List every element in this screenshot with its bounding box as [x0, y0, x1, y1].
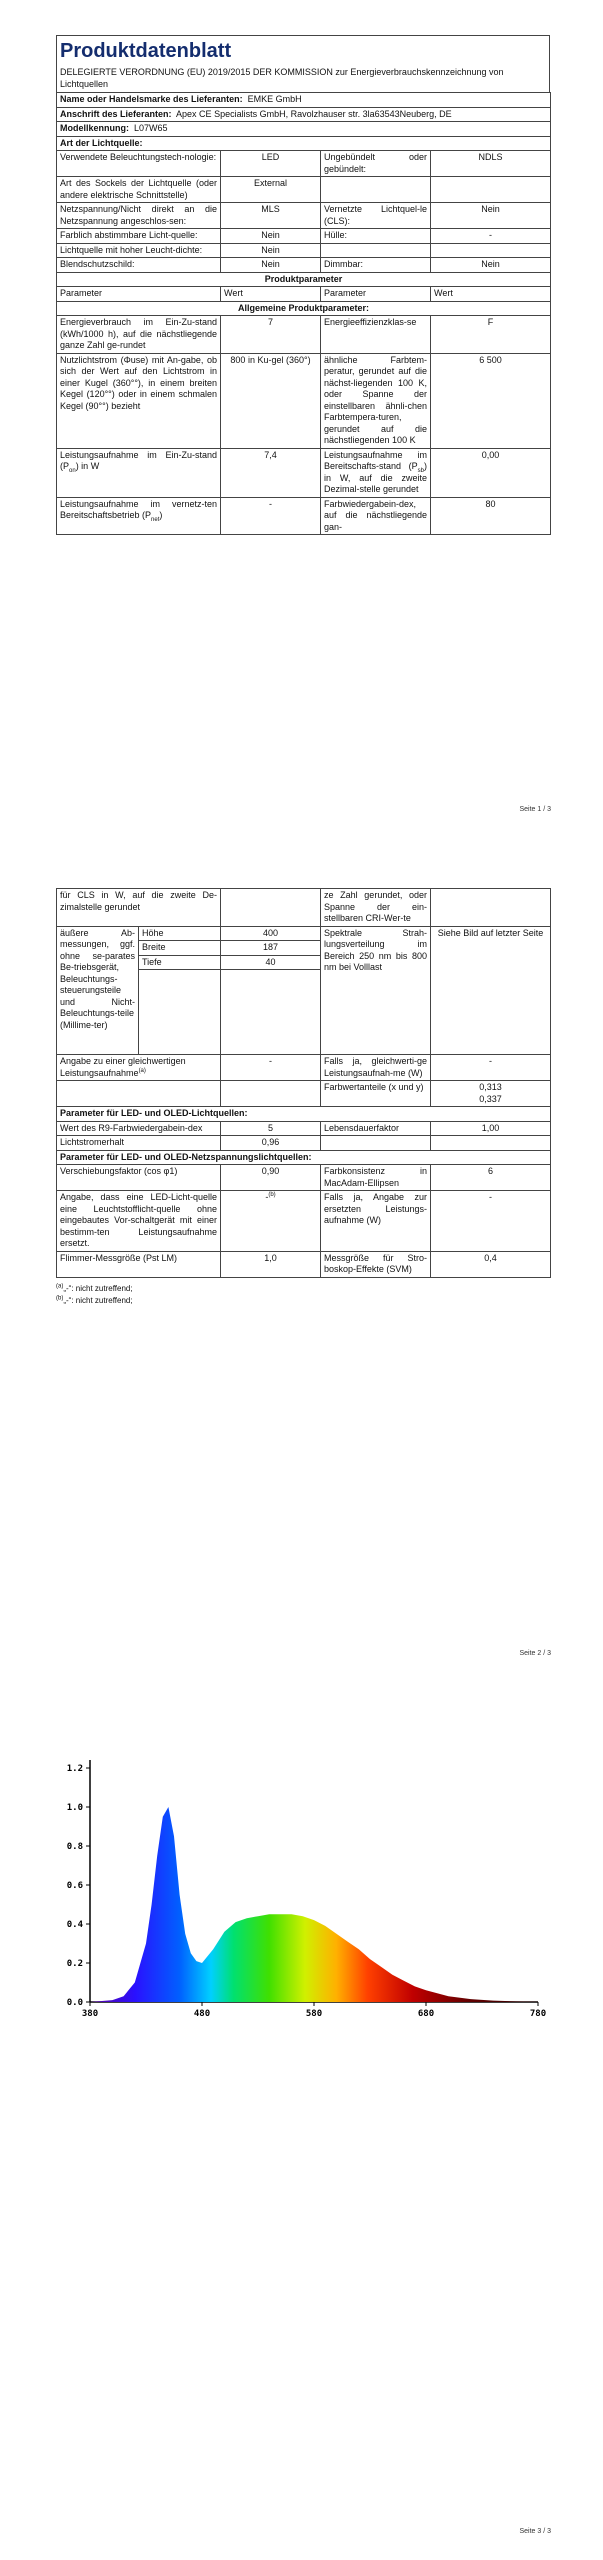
- label-subscript: on: [69, 467, 76, 474]
- general-params-header: Allgemeine Produktparameter:: [57, 301, 551, 316]
- light-source-type-header: Art der Lichtquelle:: [57, 136, 551, 151]
- cell-value: NDLS: [431, 151, 551, 177]
- cell-value: LED: [221, 151, 321, 177]
- value-part: -: [265, 1192, 269, 1202]
- table-row: [57, 301, 551, 316]
- cell-value: 6: [431, 1165, 551, 1191]
- y-tick-label: 0.0: [66, 1998, 83, 2008]
- cell-label: Farblich abstimmbare Licht-quelle:: [57, 229, 221, 244]
- cell-label: [321, 448, 431, 497]
- table-row: [57, 1191, 551, 1252]
- footnotes: [56, 1283, 550, 1307]
- datasheet-table-2: [56, 888, 551, 1278]
- cell-value: 5: [221, 1121, 321, 1136]
- cell-value: 0,00: [431, 448, 551, 497]
- table-row: [57, 1121, 551, 1136]
- footnote-b: [56, 1295, 550, 1307]
- address-value: Apex CE Specialists GmbH, Ravolzhauser str. 3la63543Neuberg, DE: [176, 108, 452, 119]
- y-tick-label: 1.2: [66, 1764, 83, 1774]
- table-row: [57, 497, 551, 535]
- cell-label: Falls ja, gleichwerti-ge Leistungsaufnah-me (W): [321, 1055, 431, 1081]
- table-row: [57, 136, 551, 151]
- cell-value: 7,4: [221, 448, 321, 497]
- page-2: [0, 888, 603, 1678]
- column-header: Parameter: [321, 287, 431, 302]
- table-row: [57, 316, 551, 354]
- led-params-header: Parameter für LED- und OLED-Lichtquellen:: [57, 1107, 551, 1122]
- page-3: [0, 1730, 603, 2560]
- table-row: [57, 926, 551, 941]
- mains-params-header: Parameter für LED- und OLED-Netzspannungslichtquellen:: [57, 1150, 551, 1165]
- datasheet-frame: [56, 888, 550, 1307]
- cell-empty: [221, 970, 321, 1055]
- table-row: [57, 1251, 551, 1277]
- cell-value: 0,4: [431, 1251, 551, 1277]
- dimension-label: Breite: [139, 941, 221, 956]
- cell-value: 1,0: [221, 1251, 321, 1277]
- cell-empty: [221, 889, 321, 927]
- cell-empty: [431, 889, 551, 927]
- cell-label: [57, 1055, 221, 1081]
- cell-value: -: [221, 1055, 321, 1081]
- cell-value: [431, 1081, 551, 1107]
- cell-empty: [57, 1081, 221, 1107]
- cell-label: Messgröße für Stro-boskop-Effekte (SVM): [321, 1251, 431, 1277]
- cell-empty: [321, 177, 431, 203]
- cell-label: Vernetzte Lichtquel-le (CLS):: [321, 203, 431, 229]
- table-row: [57, 107, 551, 122]
- supplier-value: EMKE GmbH: [247, 94, 302, 104]
- cell-value: Nein: [221, 258, 321, 273]
- cell-value: 0,90: [221, 1165, 321, 1191]
- cell-label: Spektrale Strah-lungsverteilung im Bereich 250 nm bis 800 nm bei Volllast: [321, 926, 431, 1055]
- table-row: [57, 122, 551, 137]
- datasheet-table-1: [56, 92, 551, 535]
- cell-value: Siehe Bild auf letzter Seite: [431, 926, 551, 1055]
- table-row: [57, 889, 551, 927]
- table-row: [57, 1165, 551, 1191]
- page-1: [0, 0, 603, 820]
- cell-label: Energieverbrauch im Ein-Zu-stand (kWh/1000 h), auf die nächstliegende ganze Zahl ge-rundet: [57, 316, 221, 354]
- cell-label: Blendschutzschild:: [57, 258, 221, 273]
- cell-value: 6 500: [431, 353, 551, 448]
- cell-value: 7: [221, 316, 321, 354]
- cell-value: Nein: [431, 258, 551, 273]
- chromaticity-y: 0,337: [479, 1093, 502, 1104]
- label-subscript: net: [151, 516, 160, 523]
- cell-empty: [431, 177, 551, 203]
- y-tick-label: 1.0: [66, 1803, 83, 1813]
- dimension-label: Tiefe: [139, 955, 221, 970]
- cell-value: F: [431, 316, 551, 354]
- dimension-value: 40: [221, 955, 321, 970]
- cell-value: 0,96: [221, 1136, 321, 1151]
- table-row: [57, 1081, 551, 1107]
- cell-value: 80: [431, 497, 551, 535]
- cell-label: Hülle:: [321, 229, 431, 244]
- y-tick-label: 0.2: [66, 1959, 83, 1969]
- cell-label: Verschiebungsfaktor (cos φ1): [57, 1165, 221, 1191]
- cell-label: Netzspannung/Nicht direkt an die Netzspannung angeschlos-sen:: [57, 203, 221, 229]
- footnote-text: „-“: nicht zutreffend;: [63, 1283, 133, 1293]
- cell-empty: [321, 243, 431, 258]
- table-row: [57, 258, 551, 273]
- x-tick-label: 580: [305, 2009, 323, 2019]
- cell-label: Lebensdauerfaktor: [321, 1121, 431, 1136]
- cell-value: 800 in Ku-gel (360°): [221, 353, 321, 448]
- cell-value: [221, 1191, 321, 1252]
- footnote-marker: (a): [138, 1067, 146, 1074]
- table-row: [57, 272, 551, 287]
- y-tick-label: 0.4: [66, 1920, 83, 1930]
- cell-empty: [321, 1136, 431, 1151]
- footnote-text: „-“: nicht zutreffend;: [63, 1295, 133, 1305]
- label-subscript: sb: [417, 467, 424, 474]
- table-row: [57, 177, 551, 203]
- cell-label: [57, 448, 221, 497]
- x-tick-label: 380: [81, 2009, 99, 2019]
- cell-empty: [221, 1081, 321, 1107]
- cell-label: für CLS in W, auf die zweite De-zimalstelle gerundet: [57, 889, 221, 927]
- label-part: Leistungsaufnahme im Ein-Zu-stand (P: [60, 449, 217, 471]
- page-title: Produktdatenblatt: [56, 35, 550, 65]
- footnote-marker: (b): [268, 1192, 276, 1198]
- label-part: Leistungsaufnahme im vernetz-ten Bereitschaftsbetrieb (P: [60, 498, 217, 520]
- cell-value: Nein: [431, 203, 551, 229]
- cell-label: Energieeffizienzklas-se: [321, 316, 431, 354]
- label-part: ) in W, auf die zweite Dezimal-stelle gerundet: [324, 461, 427, 494]
- cell-empty: [139, 970, 221, 1055]
- cell-label: Dimmbar:: [321, 258, 431, 273]
- address-label: Anschrift des Lieferanten:: [60, 108, 172, 119]
- regulation-subtitle: DELEGIERTE VERORDNUNG (EU) 2019/2015 DER KOMMISSION zur Energieverbrauchskennzeichnung von Lichtquellen: [56, 65, 550, 92]
- cell-label: Verwendete Beleuchtungstech-nologie:: [57, 151, 221, 177]
- table-row: [57, 243, 551, 258]
- cell-label: äußere Ab-messungen, ggf. ohne se-parates Be-triebsgerät, Beleuchtungs-steuerungsteile und Nicht-Beleuchtungs-teile (Millime-ter): [57, 926, 139, 1055]
- footnote-marker: (a): [56, 1282, 64, 1289]
- cell-label: Farbwertanteile (x und y): [321, 1081, 431, 1107]
- table-row: [57, 1136, 551, 1151]
- cell-value: 1,00: [431, 1121, 551, 1136]
- cell-label: Falls ja, Angabe zur ersetzten Leistungs-aufnahme (W): [321, 1191, 431, 1252]
- supplier-label: Name oder Handelsmarke des Lieferanten:: [60, 94, 243, 104]
- cell-value: -: [431, 1191, 551, 1252]
- model-label: Modellkennung:: [60, 123, 129, 133]
- table-row: [57, 1107, 551, 1122]
- label-part: Angabe zu einer gleichwertigen Leistungsaufnahme: [60, 1056, 186, 1078]
- cell-label: Ungebündelt oder gebündelt:: [321, 151, 431, 177]
- cell-value: Nein: [221, 243, 321, 258]
- cell-value: External: [221, 177, 321, 203]
- cell-empty: [431, 243, 551, 258]
- footnote-a: [56, 1283, 550, 1295]
- column-header: Wert: [221, 287, 321, 302]
- column-header: Wert: [431, 287, 551, 302]
- label-part: Leistungsaufnahme im Bereitschafts-stand (P: [324, 449, 427, 471]
- dimension-value: 400: [221, 926, 321, 941]
- cell-value: MLS: [221, 203, 321, 229]
- x-tick-label: 680: [417, 2009, 435, 2019]
- dimension-value: 187: [221, 941, 321, 956]
- y-tick-label: 0.8: [66, 1842, 83, 1852]
- page-number: Seite 2 / 3: [519, 1650, 551, 1657]
- cell-label: Art des Sockels der Lichtquelle (oder andere elektrische Schnittstelle): [57, 177, 221, 203]
- table-row: [57, 93, 551, 108]
- chromaticity-x: 0,313: [479, 1082, 502, 1092]
- spectrum-area: [90, 1807, 538, 2002]
- table-row: [57, 1055, 551, 1081]
- table-row: [57, 353, 551, 448]
- cell-label: Farbkonsistenz in MacAdam-Ellipsen: [321, 1165, 431, 1191]
- table-row: [57, 203, 551, 229]
- spectral-distribution-chart: [50, 1750, 550, 2030]
- cell-value: -: [221, 497, 321, 535]
- page-number: Seite 3 / 3: [519, 2528, 551, 2535]
- column-header: Parameter: [57, 287, 221, 302]
- table-row: [57, 151, 551, 177]
- cell-label: [57, 497, 221, 535]
- cell-label: ähnliche Farbtem-peratur, gerundet auf die nächst-liegenden 100 K, oder Spanne der einstellbaren ähnli-chen Farbtempera-turen, gerundet auf die nächstliegenden 100 K: [321, 353, 431, 448]
- dimension-label: Höhe: [139, 926, 221, 941]
- y-tick-label: 0.6: [66, 1881, 83, 1891]
- model-value: L07W65: [134, 123, 168, 133]
- table-row: [57, 448, 551, 497]
- cell-label: Lichtquelle mit hoher Leucht-dichte:: [57, 243, 221, 258]
- label-part: ) in W: [75, 461, 100, 471]
- cell-label: ze Zahl gerundet, oder Spanne der ein-stellbaren CRI-Wer-te: [321, 889, 431, 927]
- x-tick-label: 480: [193, 2009, 211, 2019]
- cell-value: -: [431, 229, 551, 244]
- table-row: [57, 229, 551, 244]
- datasheet-frame: [56, 35, 550, 535]
- label-part: ): [159, 510, 163, 520]
- cell-label: Wert des R9-Farbwiedergabein-dex: [57, 1121, 221, 1136]
- footnote-marker: (b): [56, 1294, 64, 1301]
- cell-value: Nein: [221, 229, 321, 244]
- cell-value: -: [431, 1055, 551, 1081]
- cell-label: Lichtstromerhalt: [57, 1136, 221, 1151]
- cell-label: Flimmer-Messgröße (Pst LM): [57, 1251, 221, 1277]
- cell-label: Angabe, dass eine LED-Licht-quelle eine Leuchtstofflicht-quelle ohne eingebautes Vor-schaltgerät mit einer bestimm-ten Leistungsaufnahme ersetzt.: [57, 1191, 221, 1252]
- table-header-row: [57, 287, 551, 302]
- product-params-header: Produktparameter: [57, 272, 551, 287]
- cell-label: Farbwiedergabein-dex, auf die nächstliegende gan-: [321, 497, 431, 535]
- x-tick-label: 780: [529, 2009, 547, 2019]
- cell-label: Nutzlichtstrom (Φuse) mit An-gabe, ob sich der Wert auf den Lichtstrom in einer Kugel (360°°), in einem breiten Kegel (120°°) oder in einem schmalen Kegel (90°°) bezieht: [57, 353, 221, 448]
- cell-empty: [431, 1136, 551, 1151]
- page-number: Seite 1 / 3: [519, 806, 551, 813]
- table-row: [57, 1150, 551, 1165]
